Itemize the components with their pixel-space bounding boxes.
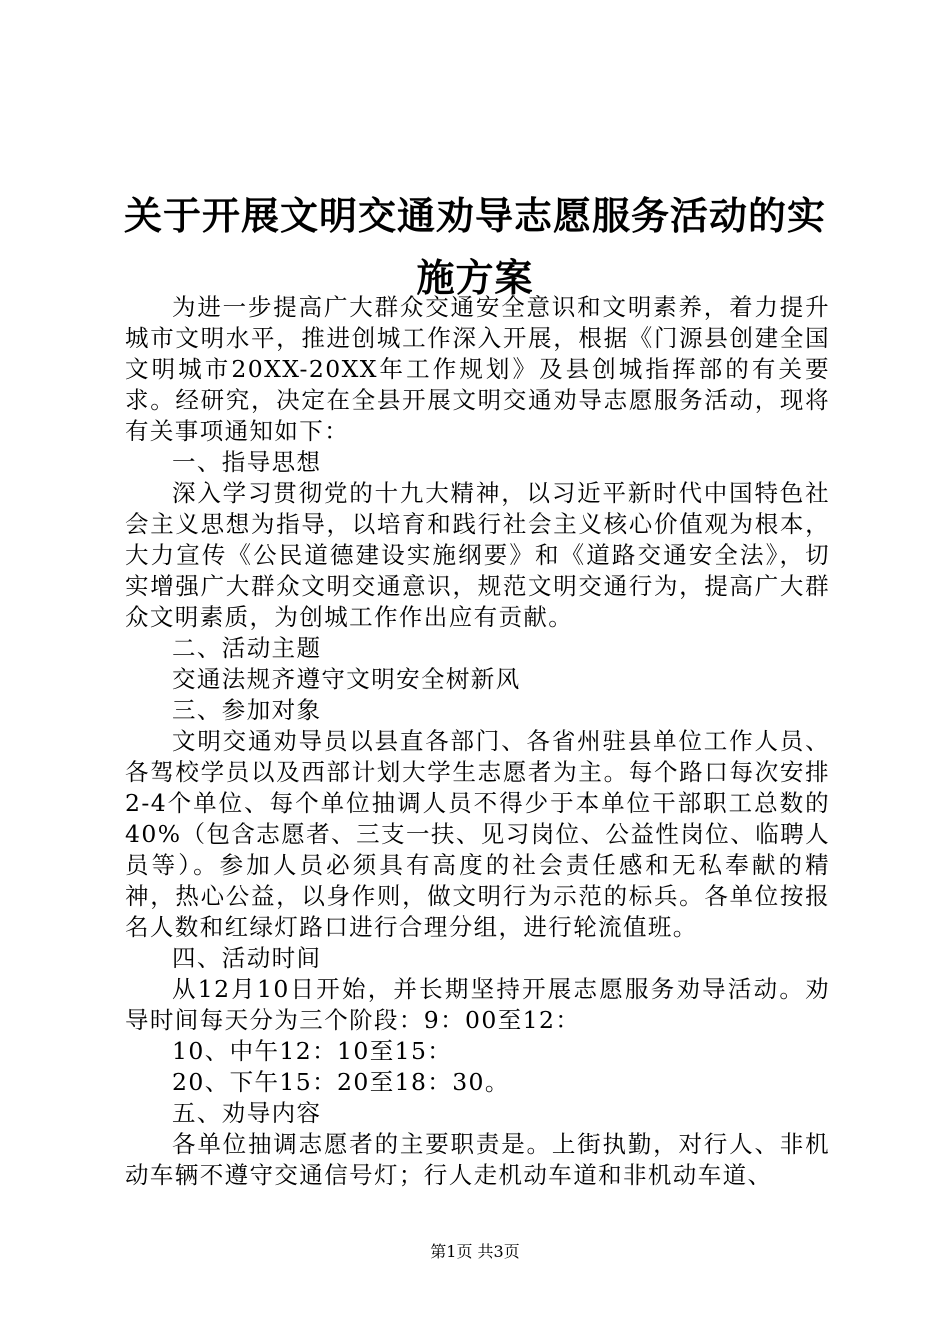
activity-time-noon: 10、中午12：10至15： xyxy=(172,1037,453,1065)
page-footer: 第1页 共3页 xyxy=(430,1242,520,1261)
document-body xyxy=(125,292,830,1191)
activity-time-afternoon: 20、下午15：20至18：30。 xyxy=(172,1068,510,1096)
activity-theme-paragraph: 交通法规齐遵守文明安全树新风 xyxy=(172,665,521,693)
section-heading-guidance-content: 五、劝导内容 xyxy=(172,1099,322,1127)
intro-paragraph: 为进一步提高广大群众交通安全意识和文明素养，着力提升城市文明水平，推进创城工作深入开展，根据《门源县创建全国文明城市20XX-20XX年工作规划》及县创城指挥部的有关要求。经研究，决定在全县开展文明交通劝导志愿服务活动，现将有关事项通知如下： xyxy=(125,293,830,445)
section-heading-guiding-ideology: 一、指导思想 xyxy=(172,448,322,476)
section-heading-activity-time: 四、活动时间 xyxy=(172,944,322,972)
section-heading-participants: 三、参加对象 xyxy=(172,696,322,724)
participants-paragraph: 文明交通劝导员以县直各部门、各省州驻县单位工作人员、各驾校学员以及西部计划大学生志愿者为主。每个路口每次安排2-4个单位、每个单位抽调人员不得少于本单位干部职工总数的40%（包含志愿者、三支一扶、见习岗位、公益性岗位、临聘人员等）。参加人员必须具有高度的社会责任感和无私奉献的精神，热心公益，以身作则，做文明行为示范的标兵。各单位按报名人数和红绿灯路口进行合理分组，进行轮流值班。 xyxy=(125,727,830,941)
guidance-content-paragraph: 各单位抽调志愿者的主要职责是。上街执勤，对行人、非机动车辆不遵守交通信号灯；行人走机动车道和非机动车道、 xyxy=(125,1130,830,1189)
activity-time-paragraph: 从12月10日开始，并长期坚持开展志愿服务劝导活动。劝导时间每天分为三个阶段：9：00至12： xyxy=(125,975,830,1034)
guiding-ideology-paragraph: 深入学习贯彻党的十九大精神，以习近平新时代中国特色社会主义思想为指导，以培育和践行社会主义核心价值观为根本，大力宣传《公民道德建设实施纲要》和《道路交通安全法》，切实增强广大群众文明交通意识，规范文明交通行为，提高广大群众文明素质，为创城工作作出应有贡献。 xyxy=(125,479,830,631)
document-title: 关于开展文明交通劝导志愿服务活动的实施方案 xyxy=(123,193,826,300)
section-heading-activity-theme: 二、活动主题 xyxy=(172,634,322,662)
